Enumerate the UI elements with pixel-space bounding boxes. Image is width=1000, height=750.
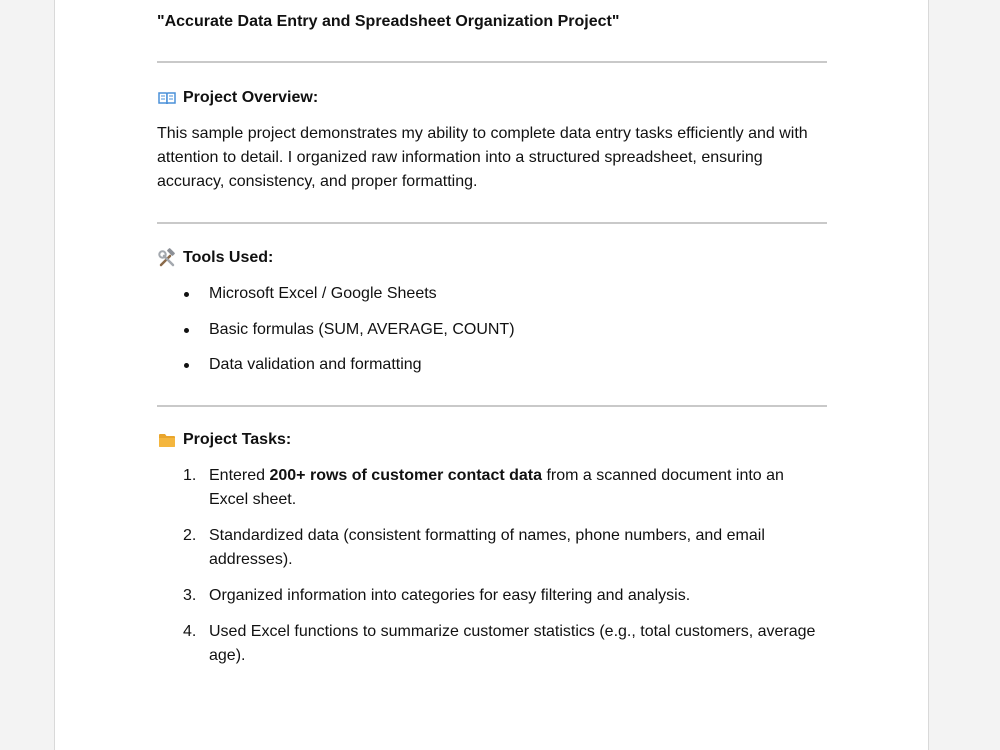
overview-paragraph: This sample project demonstrates my ability to complete data entry tasks efficiently and with attention to detail. I organized raw information into a structured spreadsheet, ensuring accuracy, consistency, and proper formatting. bbox=[157, 125, 808, 190]
tool-item-text: Microsoft Excel / Google Sheets bbox=[209, 285, 437, 302]
list-number: 1. bbox=[183, 467, 197, 484]
document-page bbox=[54, 0, 929, 750]
task-text: Standardized data (consistent formatting of names, phone numbers, and email addresses). bbox=[209, 527, 765, 568]
document-title: "Accurate Data Entry and Spreadsheet Organization Project" bbox=[157, 13, 620, 30]
document-content bbox=[157, 10, 827, 668]
list-item bbox=[157, 524, 827, 572]
overview-heading-text: Project Overview: bbox=[183, 89, 319, 106]
list-item bbox=[157, 282, 827, 306]
list-number: 4. bbox=[183, 623, 197, 640]
task-text: from a scanned document into an Excel sheet. bbox=[209, 467, 784, 508]
bullet-dot bbox=[184, 292, 189, 297]
task-bold-text: 200+ rows of customer contact data bbox=[269, 467, 543, 484]
tool-item-text: Basic formulas (SUM, AVERAGE, COUNT) bbox=[209, 321, 515, 338]
bullet-dot bbox=[184, 363, 189, 368]
hammer-wrench-icon bbox=[157, 248, 177, 268]
list-item bbox=[157, 464, 827, 512]
list-item bbox=[157, 318, 827, 342]
tasks-list bbox=[157, 464, 827, 668]
tools-heading-text: Tools Used: bbox=[183, 249, 274, 266]
bullet-dot bbox=[184, 328, 189, 333]
list-item bbox=[157, 584, 827, 608]
tasks-heading bbox=[157, 428, 827, 452]
list-number: 2. bbox=[183, 527, 197, 544]
task-text: Organized information into categories for easy filtering and analysis. bbox=[209, 587, 691, 604]
list-item bbox=[157, 353, 827, 377]
tasks-heading-text: Project Tasks: bbox=[183, 431, 292, 448]
task-text: Used Excel functions to summarize customer statistics (e.g., total customers, average age). bbox=[209, 623, 816, 664]
task-text: Entered bbox=[209, 467, 270, 484]
overview-heading bbox=[157, 86, 827, 110]
folder-icon bbox=[157, 430, 177, 450]
list-number: 3. bbox=[183, 587, 197, 604]
tools-list bbox=[157, 282, 827, 377]
open-book-icon bbox=[157, 88, 177, 108]
tools-heading bbox=[157, 246, 827, 270]
list-item bbox=[157, 620, 827, 668]
tool-item-text: Data validation and formatting bbox=[209, 356, 422, 373]
